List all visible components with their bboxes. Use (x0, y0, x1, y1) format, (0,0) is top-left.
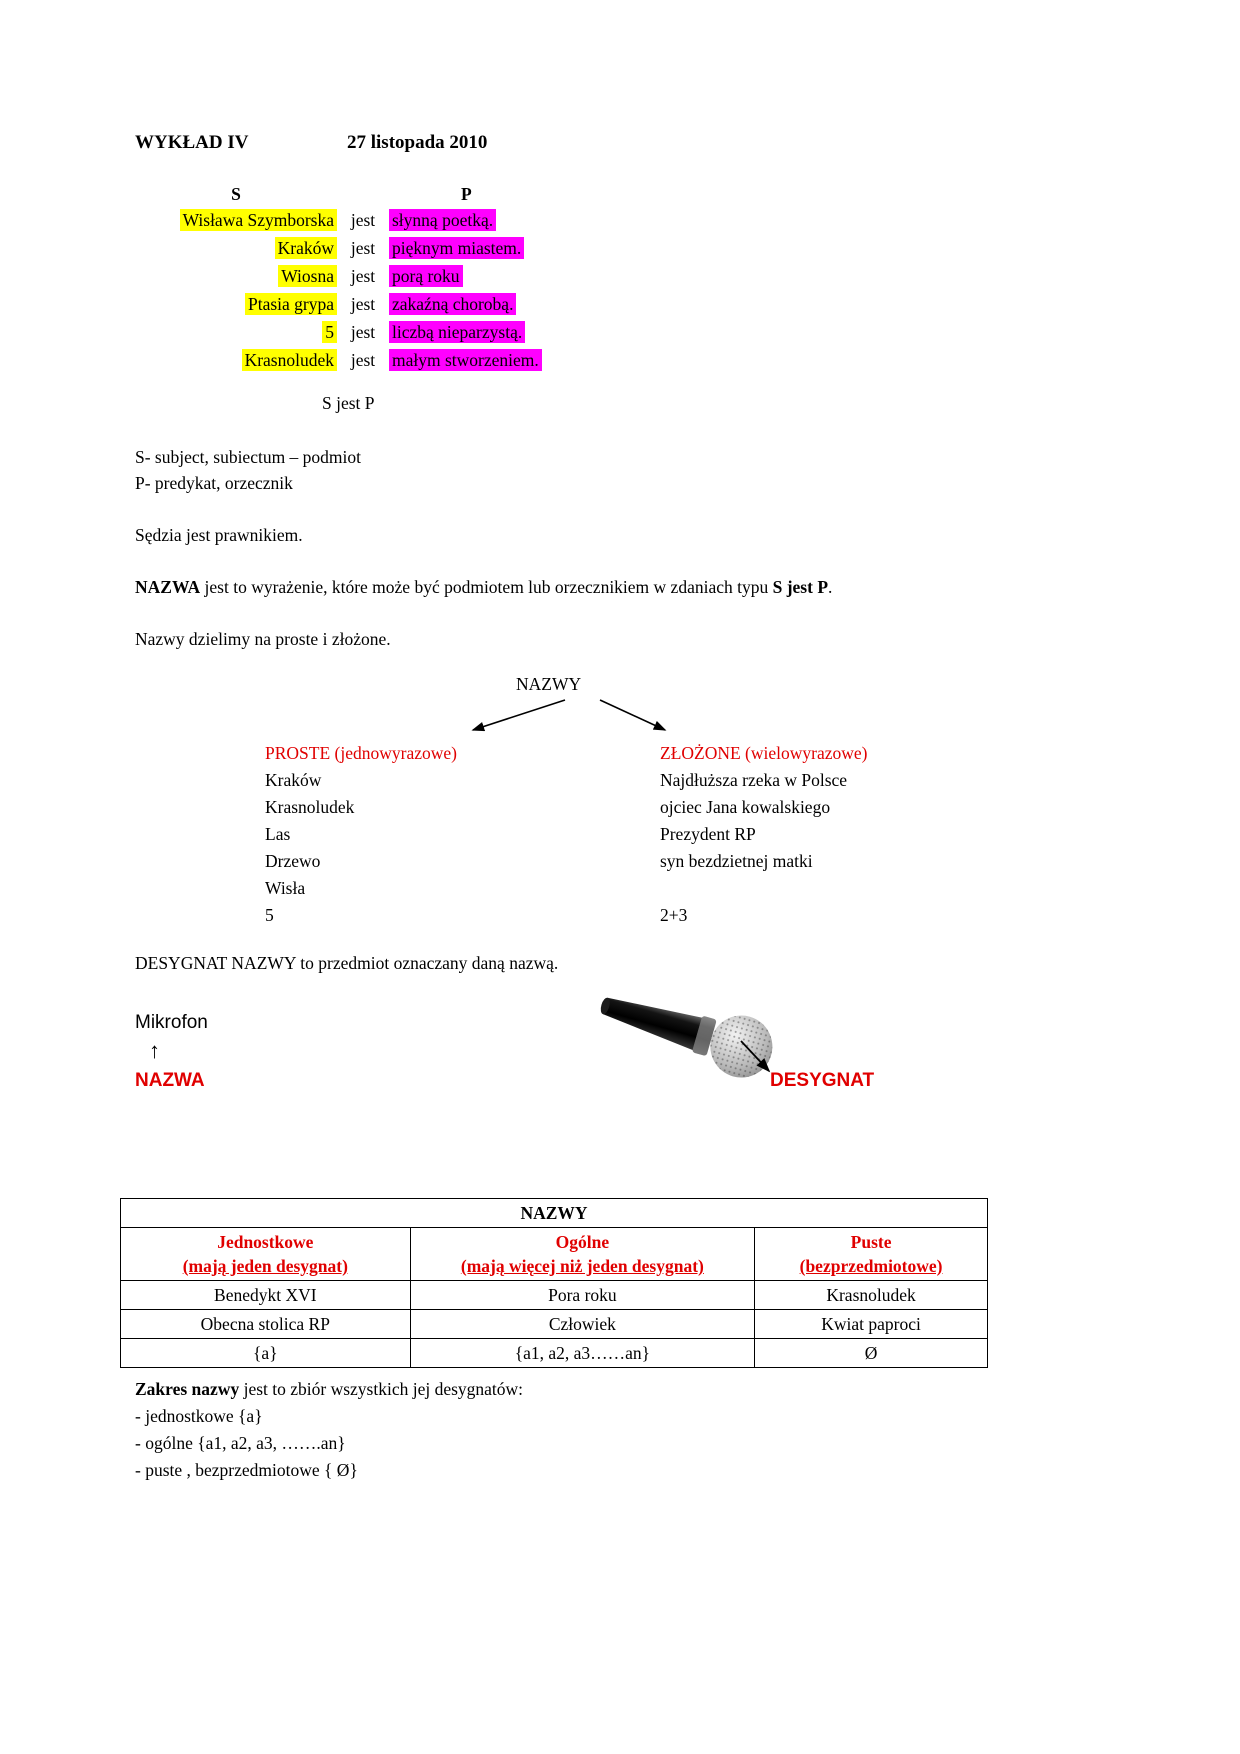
subject-term: Wiosna (278, 265, 337, 287)
subject-term: Wisława Szymborska (180, 209, 337, 231)
table-row (121, 1310, 988, 1339)
microphone-figure (135, 982, 1100, 1172)
table-cell: Pora roku (410, 1281, 755, 1310)
copula: jest (350, 266, 376, 286)
desygnat-definition: DESYGNAT NAZWY to przedmiot oznaczany daną nazwą. (135, 953, 559, 973)
complex-names-header: ZŁOŻONE (wielowyrazowe) (660, 743, 868, 763)
desygnat-caption: DESYGNAT (770, 1070, 875, 1091)
simple-names-column (265, 740, 457, 929)
copula: jest (350, 294, 376, 314)
sp-row (135, 208, 1100, 233)
complex-names-column (660, 740, 868, 929)
list-item: 5 (265, 905, 274, 925)
table-cell: Krasnoludek (755, 1281, 988, 1310)
column-subtitle: (bezprzedmiotowe) (799, 1256, 943, 1276)
list-item: Kraków (265, 770, 322, 790)
predicate-term: porą roku (389, 265, 463, 287)
predicate-term: liczbą nieparzystą. (389, 321, 525, 343)
table-title-row (121, 1199, 988, 1228)
list-item: Las (265, 824, 291, 844)
up-arrow-icon: ↑ (149, 1038, 160, 1063)
diagram-root-label: NAZWY (516, 674, 582, 694)
nazwa-definition-text: jest to wyrażenie, które może być podmiotem lub orzecznikiem w zdaniach typu (200, 577, 773, 597)
list-item: - puste , bezprzedmiotowe { Ø} (135, 1460, 358, 1480)
sp-table-header (135, 182, 1100, 207)
list-item: - jednostkowe {a} (135, 1406, 263, 1426)
list-item: - ogólne {a1, a2, a3, …….an} (135, 1433, 346, 1453)
definition-p: P- predykat, orzecznik (135, 473, 293, 493)
subject-term: Krasnoludek (242, 349, 337, 371)
s-column-header: S (231, 184, 241, 204)
desygnat-arrow-line (741, 1041, 769, 1071)
diagram-branch-arrows (455, 696, 715, 738)
document-header (135, 132, 1100, 158)
microphone-label: Mikrofon (135, 1012, 208, 1033)
nazwa-definition (135, 574, 965, 600)
table-row (121, 1281, 988, 1310)
sp-table (135, 182, 1100, 373)
predicate-term: pięknym miastem. (389, 237, 524, 259)
table-cell: Obecna stolica RP (121, 1310, 411, 1339)
column-header (410, 1228, 755, 1281)
table-row (121, 1339, 988, 1368)
definition-s: S- subject, subiectum – podmiot (135, 447, 362, 467)
subject-term: 5 (322, 321, 337, 343)
table-cell: {a} (121, 1339, 411, 1368)
lecture-date: 27 listopada 2010 (347, 132, 488, 153)
table-cell: Człowiek (410, 1310, 755, 1339)
nazwa-caption: NAZWA (135, 1070, 205, 1091)
right-branch-arrow (600, 700, 665, 730)
names-classification-table (120, 1198, 988, 1368)
column-header (121, 1228, 411, 1281)
list-item: Wisła (265, 878, 306, 898)
lecture-title: WYKŁAD IV (135, 132, 249, 153)
sp-row (135, 264, 1100, 289)
table-title: NAZWY (121, 1199, 988, 1228)
column-subtitle: (mają jeden desygnat) (182, 1256, 348, 1276)
copula: jest (350, 238, 376, 258)
table-cell: Benedykt XVI (121, 1281, 411, 1310)
sp-row (135, 292, 1100, 317)
list-item (660, 875, 868, 902)
table-header-row (121, 1228, 988, 1281)
list-item: ojciec Jana kowalskiego (660, 797, 831, 817)
left-branch-arrow (473, 700, 565, 730)
predicate-term: małym stworzeniem. (389, 349, 542, 371)
copula: jest (350, 350, 376, 370)
simple-names-header: PROSTE (jednowyrazowe) (265, 743, 457, 763)
list-item: 2+3 (660, 905, 688, 925)
subject-term: Ptasia grypa (245, 293, 337, 315)
example-sentence: Sędzia jest prawnikiem. (135, 525, 303, 545)
subject-term: Kraków (275, 237, 337, 259)
table-cell: Ø (755, 1339, 988, 1368)
column-name: Jednostkowe (217, 1232, 314, 1252)
list-item: syn bezdzietnej matki (660, 851, 813, 871)
list-item: Krasnoludek (265, 797, 355, 817)
zakres-term: Zakres nazwy (135, 1379, 240, 1399)
zakres-definition (135, 1376, 1100, 1403)
abbreviation-definitions (135, 444, 1100, 496)
zakres-definition-text: jest to zbiór wszystkich jej desygnatów: (239, 1379, 524, 1399)
s-jest-p-term: S jest P (772, 577, 829, 597)
division-intro: Nazwy dzielimy na proste i złożone. (135, 629, 391, 649)
predicate-term: słynną poetką. (389, 209, 496, 231)
column-header (755, 1228, 988, 1281)
predicate-term: zakaźną chorobą. (389, 293, 516, 315)
sp-row (135, 236, 1100, 261)
nazwa-definition-period: . (828, 577, 833, 597)
copula: jest (350, 210, 376, 230)
microphone-handle (600, 991, 704, 1051)
list-item: Prezydent RP (660, 824, 756, 844)
column-subtitle: (mają więcej niż jeden desygnat) (460, 1256, 704, 1276)
column-name: Ogólne (555, 1232, 610, 1252)
list-item: Drzewo (265, 851, 321, 871)
column-name: Puste (850, 1232, 892, 1252)
sp-header-spacer (337, 182, 389, 207)
nazwa-term: NAZWA (135, 577, 201, 597)
s-jest-p-formula: S jest P (322, 393, 375, 413)
table-cell: Kwiat paproci (755, 1310, 988, 1339)
p-column-header: P (461, 184, 472, 204)
sp-row (135, 348, 1100, 373)
sp-row (135, 320, 1100, 345)
zakres-section (135, 1376, 1100, 1484)
table-cell: {a1, a2, a3……an} (410, 1339, 755, 1368)
list-item: Najdłuższa rzeka w Polsce (660, 770, 848, 790)
copula: jest (350, 322, 376, 342)
names-tree-diagram (135, 674, 1100, 936)
